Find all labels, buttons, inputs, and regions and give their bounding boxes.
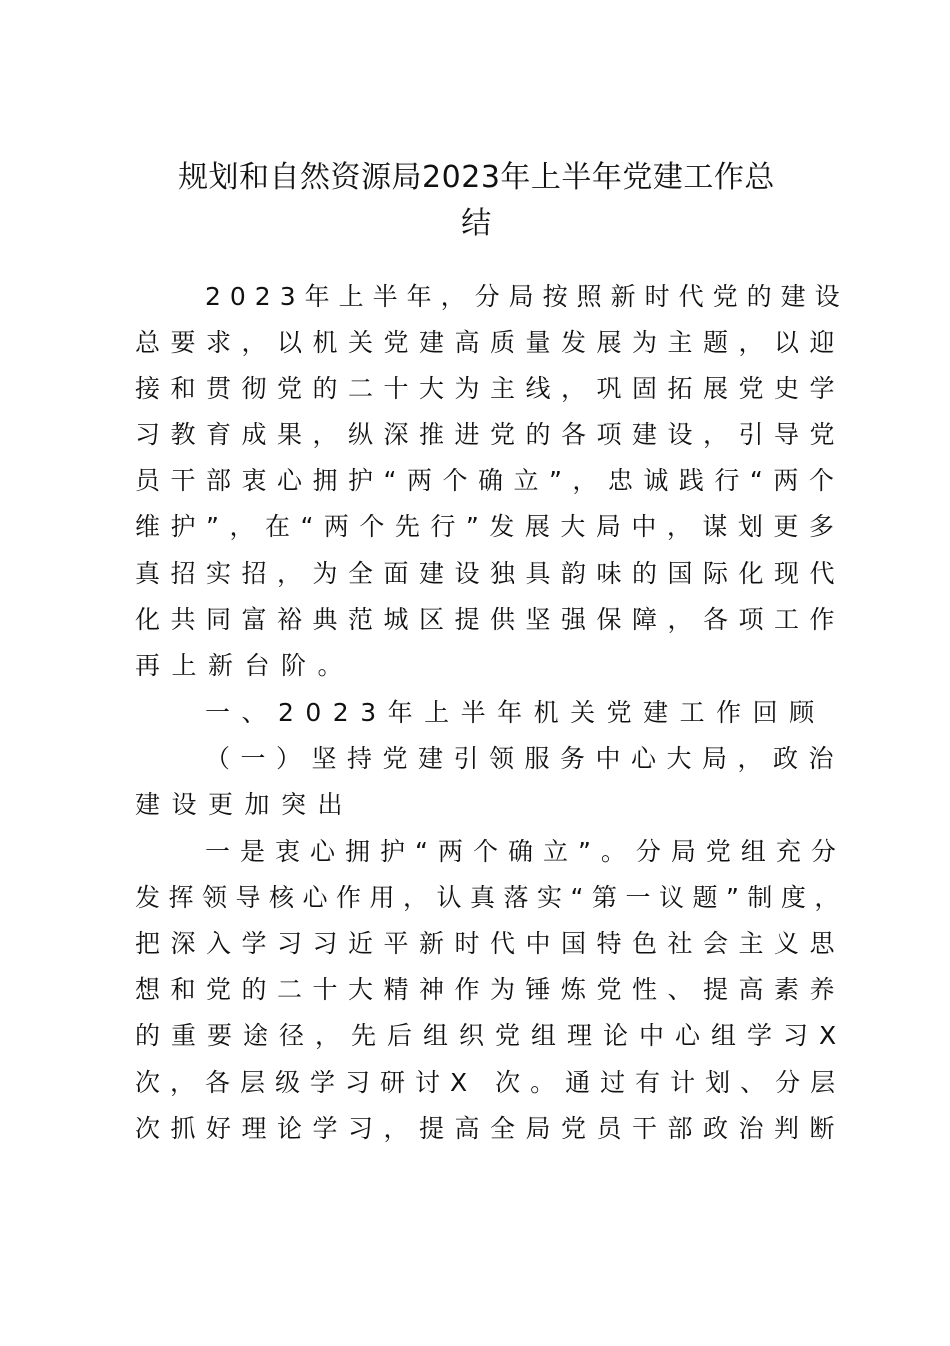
body-text-line: 一是衷心拥护“两个确立”。分局党组充分 (205, 837, 846, 866)
body-text-line: 2023年上半年，分局按照新时代党的建设 (205, 282, 849, 311)
title-line-2: 结 (461, 206, 492, 241)
title-line-1: 规划和自然资源局2023年上半年党建工作总 (178, 160, 775, 195)
document-title (135, 155, 818, 247)
body-text-line: 化共同富裕典范城区提供坚强保障，各项工作 (135, 605, 846, 634)
body-text-line: 接和贯彻党的二十大为主线，巩固拓展党史学 (135, 374, 846, 403)
subsection-heading: （一）坚持党建引领服务中心大局，政治 (205, 744, 845, 773)
body-text-line: 把深入学习习近平新时代中国特色社会主义思 (135, 929, 846, 958)
body-text-line: 次，各层级学习研讨X 次。通过有计划、分层 (135, 1068, 846, 1097)
body-text-line: 维护”，在“两个先行”发展大局中，谋划更多 (135, 512, 845, 541)
body-text-line: 员干部衷心拥护“两个确立”，忠诚践行“两个 (135, 466, 845, 495)
section-heading: 一、2023年上半年机关党建工作回顾 (205, 698, 826, 727)
subsection-heading-continued: 建设更加突出 (135, 790, 355, 819)
body-text-line: 次抓好理论学习，提高全局党员干部政治判断 (135, 1114, 846, 1143)
body-text-line: 习教育成果，纵深推进党的各项建设，引导党 (135, 420, 846, 449)
body-text-line: 发挥领导核心作用，认真落实“第一议题”制度， (135, 883, 848, 912)
body-text-line: 想和党的二十大精神作为锤炼党性、提高素养 (135, 975, 846, 1004)
body-text-line: 真招实招，为全面建设独具韵味的国际化现代 (135, 559, 846, 588)
body-text-line: 总要求，以机关党建高质量发展为主题，以迎 (135, 328, 846, 357)
body-text-line: 的重要途径，先后组织党组理论中心组学习X (135, 1021, 848, 1050)
body-text-line: 再上新台阶。 (135, 651, 355, 680)
